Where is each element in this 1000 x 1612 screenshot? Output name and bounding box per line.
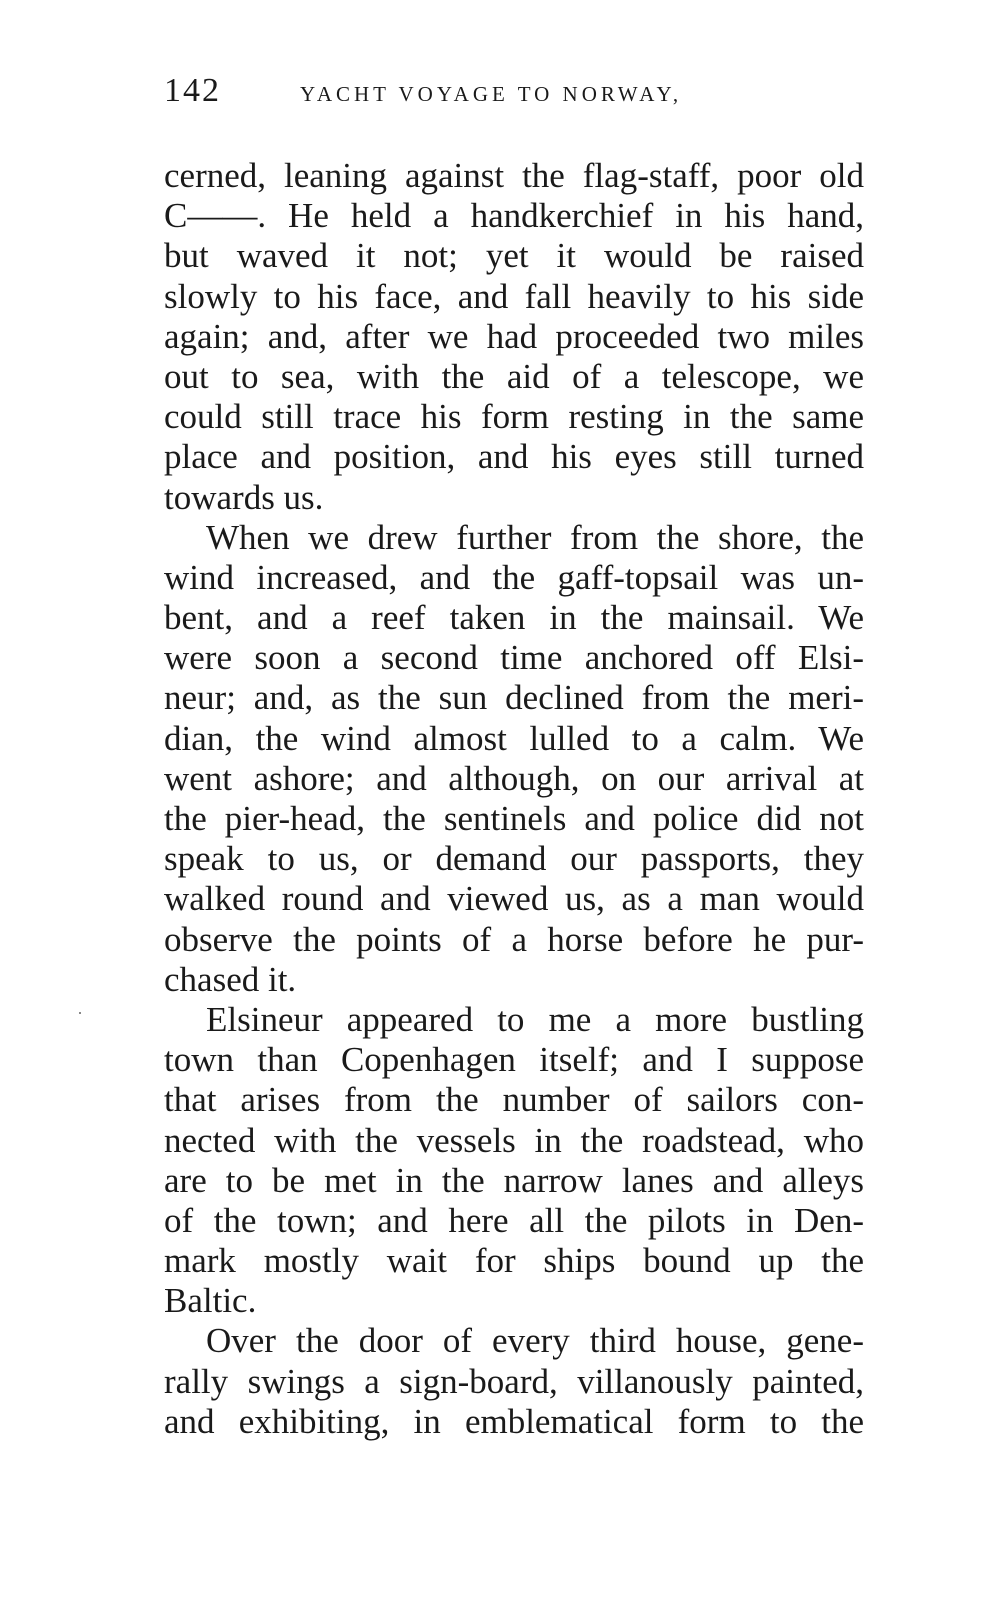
paragraph-end-line: chased it. bbox=[164, 959, 297, 999]
paragraph-start-line: Over the door of every third house, gene- bbox=[206, 1321, 864, 1361]
stray-ink-mark bbox=[79, 1012, 81, 1014]
text-line: and exhibiting, in emblematical form to the bbox=[164, 1401, 864, 1441]
text-line: neur; and, as the sun declined from the meri- bbox=[164, 678, 864, 718]
text-line: nected with the vessels in the roadstead, who bbox=[164, 1120, 864, 1160]
text-line: rally swings a sign-board, villanously painted, bbox=[164, 1361, 864, 1401]
running-title: YACHT VOYAGE TO NORWAY, bbox=[300, 82, 683, 106]
text-line: bent, and a reef taken in the mainsail. We bbox=[164, 598, 864, 638]
text-line: speak to us, or demand our passports, they bbox=[164, 839, 864, 879]
text-line: C——. He held a handkerchief in his hand, bbox=[164, 196, 864, 236]
text-line: town than Copenhagen itself; and I suppose bbox=[164, 1040, 864, 1080]
paragraph-start-line: When we drew further from the shore, the bbox=[206, 517, 864, 557]
text-line: wind increased, and the gaff-topsail was un- bbox=[164, 557, 864, 597]
paragraph-end-line: towards us. bbox=[164, 477, 324, 517]
text-line: observe the points of a horse before he pur- bbox=[164, 919, 864, 959]
text-line: mark mostly wait for ships bound up the bbox=[164, 1241, 864, 1281]
text-line: dian, the wind almost lulled to a calm. We bbox=[164, 718, 864, 758]
text-line: but waved it not; yet it would be raised bbox=[164, 236, 864, 276]
page-number: 142 bbox=[164, 72, 221, 109]
body-text bbox=[164, 156, 864, 1442]
text-line: of the town; and here all the pilots in Den- bbox=[164, 1200, 864, 1240]
running-head bbox=[164, 72, 864, 116]
paragraph-end-line: Baltic. bbox=[164, 1281, 257, 1321]
text-line: that arises from the number of sailors con- bbox=[164, 1080, 864, 1120]
text-line: could still trace his form resting in the same bbox=[164, 397, 864, 437]
text-line: went ashore; and although, on our arrival at bbox=[164, 758, 864, 798]
text-line: were soon a second time anchored off Elsi- bbox=[164, 638, 864, 678]
text-line: walked round and viewed us, as a man would bbox=[164, 879, 864, 919]
paragraph-start-line: Elsineur appeared to me a more bustling bbox=[206, 999, 864, 1039]
text-line: cerned, leaning against the flag-staff, poor old bbox=[164, 156, 864, 195]
text-line: again; and, after we had proceeded two miles bbox=[164, 316, 864, 356]
text-line: place and position, and his eyes still turned bbox=[164, 437, 864, 477]
text-line: slowly to his face, and fall heavily to his side bbox=[164, 276, 864, 316]
text-line: the pier-head, the sentinels and police did not bbox=[164, 799, 864, 838]
text-line: are to be met in the narrow lanes and alleys bbox=[164, 1160, 864, 1200]
text-line: out to sea, with the aid of a telescope, we bbox=[164, 356, 864, 396]
